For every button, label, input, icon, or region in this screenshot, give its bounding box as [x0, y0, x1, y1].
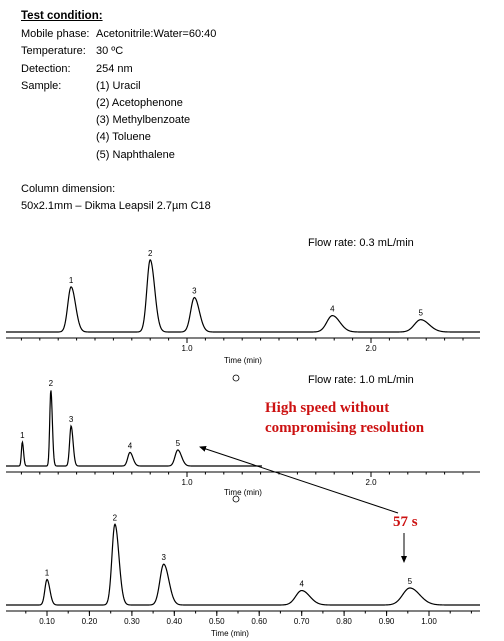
chart-2-xlabel: Time (min): [224, 488, 262, 497]
x-tick-label: 0.30: [124, 617, 140, 626]
chart-1-trace: [6, 260, 480, 332]
sample-toluene: (4) Toluene: [96, 131, 151, 143]
test-condition-title: Test condition:: [21, 10, 103, 22]
sample-label: Sample:: [21, 80, 62, 92]
peak-label-3: 3: [68, 415, 74, 424]
x-tick-label: 0.60: [251, 617, 267, 626]
x-tick-label: 1.0: [181, 478, 193, 487]
x-tick-label: 0.40: [166, 617, 183, 626]
temperature-label: Temperature:: [21, 45, 86, 57]
peak-label-5: 5: [418, 308, 423, 318]
peak-label-1: 1: [20, 431, 25, 440]
x-tick-label: 1.0: [181, 344, 193, 353]
sample-acetophenone: (2) Acetophenone: [96, 97, 183, 109]
x-tick-label: 1.00: [421, 617, 437, 626]
x-tick-label: 0.80: [336, 617, 352, 626]
chart-flow-0-3: [6, 237, 480, 365]
peak-label-4: 4: [127, 441, 133, 451]
chart-flow-1-0: [6, 374, 480, 502]
peak-label-5: 5: [175, 439, 181, 448]
peak-label-1: 1: [68, 275, 74, 285]
mobile-phase-label: Mobile phase:: [21, 28, 90, 40]
x-tick-label: 0.70: [293, 617, 310, 626]
column-dimension-label: Column dimension:: [21, 183, 116, 195]
peak-label-4: 4: [330, 304, 335, 314]
x-tick-label: 0.20: [81, 617, 98, 626]
peak-label-4: 4: [299, 579, 304, 589]
temperature-value: 30 ºC: [96, 45, 124, 57]
x-tick-label: 2.0: [365, 344, 377, 353]
mobile-phase-value: Acetonitrile:Water=60:40: [96, 28, 217, 40]
peak-label-3: 3: [192, 286, 197, 296]
chart-3-trace: [6, 524, 480, 605]
peak-label-1: 1: [44, 568, 50, 578]
detection-value: 254 nm: [96, 63, 133, 75]
x-tick-label: 0.10: [39, 617, 55, 626]
x-tick-label: 2.0: [365, 478, 377, 487]
x-tick-label: 0.90: [378, 617, 395, 626]
chart-zoomed: [6, 513, 480, 638]
chart-1-xlabel: Time (min): [224, 356, 262, 365]
headline-line-1: High speed without: [265, 400, 390, 416]
sample-methylbenzoate: (3) Methylbenzoate: [96, 114, 191, 126]
peak-label-2: 2: [48, 379, 54, 388]
chart-1-title: Flow rate: 0.3 mL/min: [308, 237, 414, 249]
chart-3-xlabel: Time (min): [211, 629, 249, 638]
peak-label-5: 5: [407, 577, 413, 586]
column-dimension-value: 50x2.1mm – Dikma Leapsil 2.7µm C18: [21, 200, 211, 212]
peak-label-2: 2: [112, 513, 118, 523]
headline-line-2: compromising resolution: [265, 420, 425, 436]
sample-uracil: (1) Uracil: [96, 80, 141, 92]
detection-label: Detection:: [21, 63, 71, 75]
peak-label-3: 3: [161, 553, 166, 563]
chart-2-title: Flow rate: 1.0 mL/min: [308, 374, 414, 386]
marker-circle: [233, 375, 239, 381]
x-tick-label: 0.50: [209, 617, 225, 626]
sample-naphthalene: (5) Naphthalene: [96, 149, 175, 161]
time-callout: 57 s: [393, 514, 418, 530]
peak-label-2: 2: [147, 248, 153, 258]
